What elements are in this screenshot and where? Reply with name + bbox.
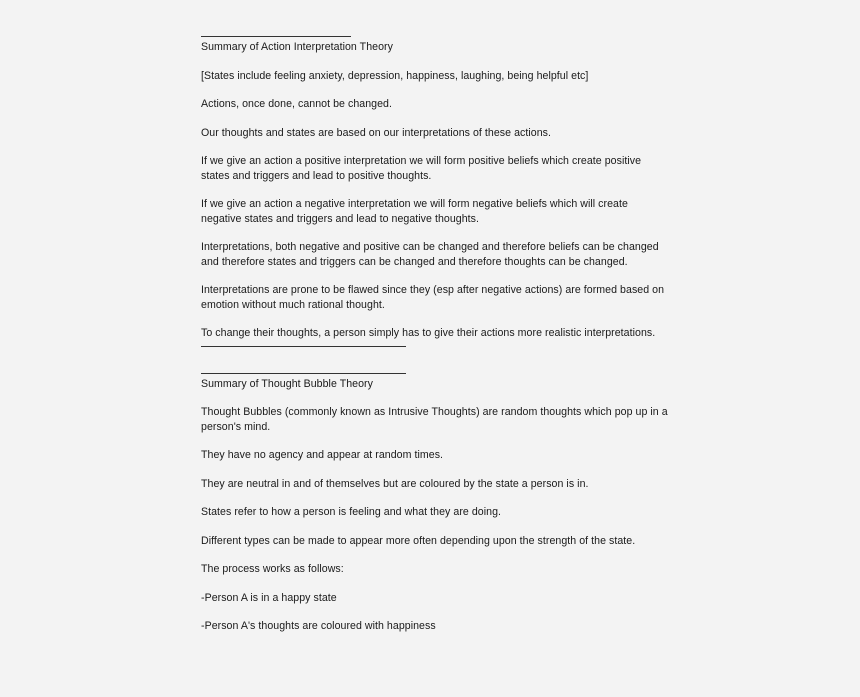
- top-divider-line: [201, 36, 351, 37]
- section1-title: Summary of Action Interpretation Theory: [201, 41, 393, 53]
- section1-paragraph-1: [States include feeling anxiety, depression, happiness, laughing, being helpful etc]: [201, 69, 589, 82]
- section2-paragraph-5: Different types can be made to appear more often depending upon the strength of the state.: [201, 534, 636, 547]
- section1-paragraph-3: Our thoughts and states are based on our interpretations of these actions.: [201, 126, 551, 139]
- document-content: [201, 27, 671, 634]
- section2-paragraph-2: They have no agency and appear at random times.: [201, 449, 444, 461]
- section2-paragraph-6: The process works as follows:: [201, 563, 344, 575]
- section2-title: Summary of Thought Bubble Theory: [201, 377, 373, 390]
- section2-paragraph-8: -Person A's thoughts are coloured with happiness: [201, 620, 436, 632]
- section2-paragraph-7: -Person A is in a happy state: [201, 591, 337, 604]
- section1-end-divider-line: [201, 346, 406, 347]
- section2-paragraph-4: States refer to how a person is feeling and what they are doing.: [201, 506, 502, 518]
- section1-paragraph-7: Interpretations are prone to be flawed since they (esp after negative actions) are formed based on emotion without much rational thought.: [201, 284, 665, 311]
- section2-paragraph-3: They are neutral in and of themselves but are coloured by the state a person is in.: [201, 477, 589, 490]
- section2-paragraph-1: Thought Bubbles (commonly known as Intrusive Thoughts) are random thoughts which pop up in a person's mind.: [201, 406, 668, 433]
- section1-paragraph-6: Interpretations, both negative and positive can be changed and therefore beliefs can be changed and therefore states and triggers can be changed and therefore thoughts can be changed.: [201, 241, 659, 268]
- section1-paragraph-2: Actions, once done, cannot be changed.: [201, 98, 392, 110]
- section1-paragraph-4: If we give an action a positive interpretation we will form positive beliefs which create positive states and triggers and lead to positive thoughts.: [201, 155, 642, 182]
- section1-paragraph-8: To change their thoughts, a person simply has to give their actions more realistic interpretations.: [201, 327, 656, 339]
- section2-top-divider-line: [201, 373, 406, 374]
- section1-paragraph-5: If we give an action a negative interpretation we will form negative beliefs which will create negative states and triggers and lead to negative thoughts.: [201, 198, 628, 225]
